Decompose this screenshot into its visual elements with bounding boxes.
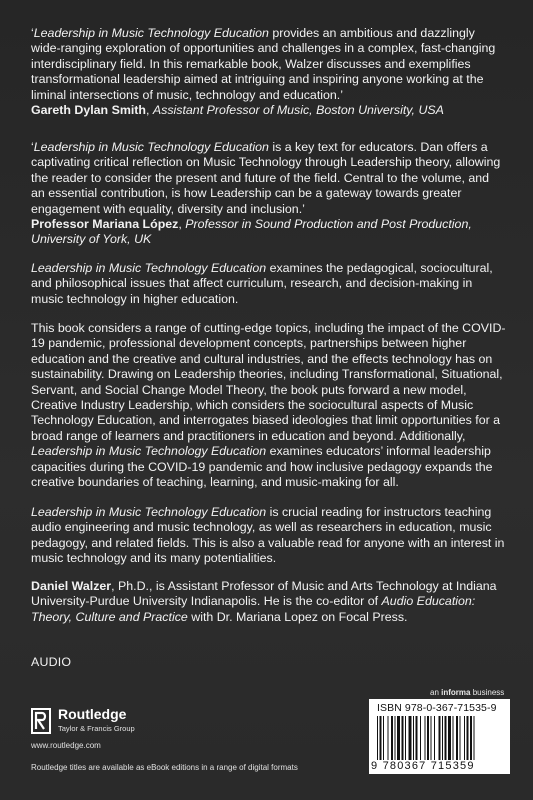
barcode-bar (439, 716, 441, 760)
barcode-bar (431, 716, 432, 760)
publisher-name: Routledge (58, 706, 127, 722)
endorsement-2-book-title: Leadership in Music Technology Education (33, 140, 269, 154)
isbn-digits: 9 780367 715359 (371, 760, 475, 772)
ebook-note: Routledge titles are available as eBook editions in a range of digital formats (31, 763, 298, 772)
barcode-bar (409, 716, 412, 760)
endorsement-2: ‘Leadership in Music Technology Education is a key text for educators. Dan offers a captivating critical reflection on Music Technology through Leadership theory, allowing the reader to consider the present and future of the field. Central to the volume, and an essential contribution, is how Leadership can be a gateway towards greater engagement with equality, diversity and inclusion.’ Professor Mariana López, Professor in Sound Production and Post Production, University of York, UK (31, 140, 501, 247)
barcode-bar (442, 716, 443, 760)
publisher-group: Taylor & Francis Group (58, 724, 135, 733)
barcode-bar (405, 716, 406, 760)
endorsement-2-name: Professor Mariana López (31, 217, 179, 232)
informa-prefix: an (430, 688, 442, 697)
barcode-bar (448, 716, 451, 760)
author-book-title: Audio Education: Theory, Culture and Practice (31, 594, 476, 624)
endorsement-1-role: Assistant Professor of Music, Boston University, USA (152, 103, 444, 118)
barcode-bar (413, 716, 414, 760)
author-bio-a: , Ph.D., is Assistant Professor of Music and Arts Technology at Indiana University-Purdue University Indianapolis. He is the co-editor of (31, 579, 497, 609)
barcode-bar (383, 716, 384, 760)
barcode-bar (434, 716, 435, 760)
barcode-bar (427, 716, 429, 760)
barcode-bar (470, 716, 472, 760)
description-2-body-b: examines educators’ informal leadership capacities during the COVID-19 pandemic and how inclusive pedagogy expands the creative boundaries of teaching, learning, and music-making for all. (31, 444, 493, 490)
barcode-bar (416, 716, 418, 760)
informa-brand: informa (441, 688, 471, 697)
barcode-bar (474, 716, 475, 760)
barcode-bar (467, 716, 469, 760)
routledge-logo-icon (31, 708, 51, 734)
barcode-bar (395, 716, 396, 760)
endorsement-1-name: Gareth Dylan Smith (31, 103, 146, 118)
description-3-body: is crucial reading for instructors teaching audio engineering and music technology, as well as researchers in education, music pedagogy, and related fields. This is also a valuable read for anyone with an interest in music technology and its many potentialities. (31, 505, 505, 566)
description-3 (31, 505, 506, 580)
endorsement-2-quote: is a key text for educators. Dan offers a captivating critical reflection on Music Technology through Leadership theory, allowing the reader to consider the present and future of the field. Central to the volume, and an essential contribution, is how Leadership can be a gateway towards greater engagement with equality, diversity and inclusion.’ (31, 140, 501, 216)
barcode-bar (420, 716, 421, 760)
description-1 (31, 261, 506, 320)
author-bio-b: with Dr. Mariana Lopez on Focal Press. (187, 609, 408, 624)
publisher-url[interactable]: www.routledge.com (31, 741, 101, 750)
barcode-bar (456, 716, 458, 760)
description-2 (31, 321, 506, 503)
barcode-bar (377, 716, 378, 760)
barcode-graphic (377, 716, 502, 760)
description-2-title: Leadership in Music Technology Education (31, 444, 267, 459)
barcode-bar (380, 716, 382, 760)
barcode-bar (453, 716, 454, 760)
endorsement-1-quote: provides an ambitious and dazzlingly wide-ranging exploration of opportunities and challenges in a complex, fast-changing interdisciplinary field. In this remarkable book, Walzer discusses and exemplifies transformational leadership aimed at intriguing and inspiring anyone working at the liminal intersections of music, technology and education.’ (31, 26, 496, 102)
subject-label: AUDIO (31, 655, 72, 669)
barcode-bar (425, 716, 426, 760)
barcode-bar (388, 716, 389, 760)
barcode-bar (445, 716, 447, 760)
informa-suffix: business (470, 688, 505, 697)
author-bio (31, 579, 506, 638)
endorsement-1-book-title: Leadership in Music Technology Education (33, 26, 269, 40)
informa-tagline (430, 688, 504, 697)
barcode-bar (402, 716, 404, 760)
endorsement-2-role: Professor in Sound Production and Post Production, University of York, UK (31, 217, 472, 247)
barcode-bar (460, 716, 461, 760)
barcode-bar (397, 716, 400, 760)
description-3-title: Leadership in Music Technology Education (31, 505, 267, 519)
endorsement-1: ‘Leadership in Music Technology Education provides an ambitious and dazzlingly wide-ranging exploration of opportunities and challenges in a complex, fast-changing interdisciplinary field. In this remarkable book, Walzer discusses and exemplifies transformational leadership aimed at intriguing and inspiring anyone working at the liminal intersections of music, technology and education.’ Gareth Dylan Smith, Assistant Professor of Music, Boston University, USA (31, 26, 496, 118)
open-quote: ‘ (31, 26, 34, 40)
author-name: Daniel Walzer (31, 579, 112, 593)
description-1-title: Leadership in Music Technology Education (31, 261, 267, 275)
open-quote: ‘ (31, 140, 34, 154)
isbn-barcode (369, 699, 510, 774)
description-2-body-a: This book considers a range of cutting-edge topics, including the impact of the COVID-19 pandemic, professional development concepts, partnerships between higher education and the creative and cultural industries, and the effects technology has on sustainability. Drawing on Leadership theories, including Transformational, Situational, Servant, and Social Change Model Theory, the book puts forward a new model, Creative Industry Leadership, which considers the sociocultural aspects of Music Technology Education, and interrogates biased ideologies that limit opportunities for a broad range of learners and practitioners in education and beyond. Additionally, (31, 321, 506, 443)
barcode-bar (391, 716, 393, 760)
barcode-bar (464, 716, 465, 760)
isbn-text: ISBN 978-0-367-71535-9 (377, 702, 497, 714)
description-1-body: examines the pedagogical, sociocultural, and philosophical issues that affect curriculum, research, and decision-making in music technology in higher education. (31, 261, 493, 306)
